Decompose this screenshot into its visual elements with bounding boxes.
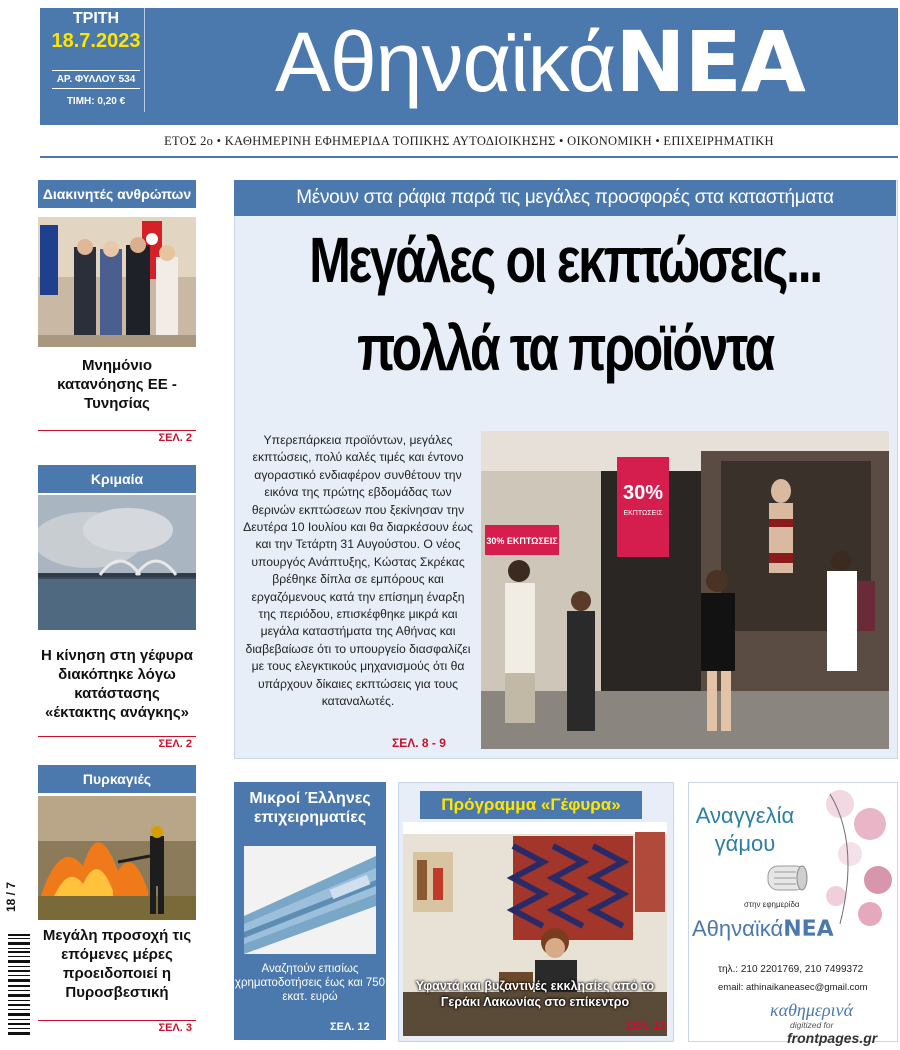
issue-date: 18.7.2023 <box>51 30 141 52</box>
issue-number: ΑΡ. ΦΥΛΛΟΥ 534 <box>52 70 140 89</box>
sidebar-section-header: Πυρκαγιές <box>38 765 196 793</box>
spine-date: 18 / 7 <box>4 881 18 912</box>
bridge-program-headline[interactable]: Πρόγραμμα «Γέφυρα» <box>420 791 642 819</box>
flowers-decoration <box>800 784 894 934</box>
headline-line-1: Μεγάλες οι εκπτώσεις... <box>309 224 821 296</box>
sidebar-section-header: Κριμαία <box>38 465 196 493</box>
sidebar-page-ref <box>38 736 196 753</box>
bridge-program-page-ref: ΣΕΛ. 13 <box>626 1020 666 1032</box>
ad-email[interactable]: email: athinaikaneasec@gmail.com <box>718 982 868 993</box>
main-story-kicker: Μένουν στα ράφια παρά τις μεγάλες προσφορές στα καταστήματα <box>234 180 896 216</box>
masthead-tagline: ΕΤΟΣ 2ο • ΚΑΘΗΜΕΡΙΝΗ ΕΦΗΜΕΡΙΔΑ ΤΟΠΙΚΗΣ ΑΥΤΟΔΙΟΙΚΗΣΗΣ • ΟΙΚΟΝΟΜΙΚΗ • ΕΠΙΧΕΙΡΗΜΑΤΙΚΗ <box>164 134 774 148</box>
ad-logo-bold: ΝΕΑ <box>783 917 834 942</box>
sidebar-headline[interactable]: Μνημόνιο κατανόησης ΕΕ - Τυνησίας <box>57 357 177 412</box>
sidebar-photo-bridge[interactable] <box>38 495 196 630</box>
ad-logo-light: Αθηναϊκά <box>692 916 784 941</box>
ad-phone: τηλ.: 210 2201769, 210 7499372 <box>718 964 864 975</box>
sidebar-page-ref <box>38 430 196 447</box>
business-headline[interactable]: Μικροί Έλληνες επιχειρηματίες <box>249 790 371 826</box>
ad-daily: καθημερινά <box>770 1000 854 1020</box>
sale-sign-small-text: 30% ΕΚΠΤΩΣΕΙΣ <box>486 536 558 546</box>
business-page-ref: ΣΕΛ. 12 <box>330 1021 370 1033</box>
main-story-page-ref: ΣΕΛ. 8 - 9 <box>392 736 446 750</box>
main-story-headline[interactable] <box>307 224 823 384</box>
page-number: ΣΕΛ. 3 <box>158 1022 192 1034</box>
sidebar-photo-fire[interactable] <box>38 796 196 920</box>
ad-title: Αναγγελία γάμου <box>695 803 795 856</box>
issue-day: ΤΡΙΤΗ <box>72 10 120 27</box>
page-number: ΣΕΛ. 2 <box>158 738 192 750</box>
ad-newspaper-logo <box>692 916 834 942</box>
issue-price: ΤΙΜΗ: 0,20 € <box>66 96 126 107</box>
masthead-divider <box>40 156 898 158</box>
headline-line-2: πολλά τα προϊόντα <box>357 312 773 384</box>
page-number: ΣΕΛ. 2 <box>158 432 192 444</box>
main-story-body: Υπερεπάρκεια προϊόντων, μεγάλες εκπτώσεις, πολύ καλές τιμές και έντονο αγοραστικό ενδιαφέρον συνθέτουν την εικόνα της πρώτης εβδομάδας των θερινών εκπτώσεων που ξεκίνησαν την Δευτέρα 10 Ιουλίου και θα διαρκέσουν έως και την Τετάρτη 31 Αυγούστου. Ο νέος υπουργός Ανάπτυξης, Κώστας Σκρέκας βρέθηκε δίπλα σε εμπόρους και εργαζόμενους κατά την επίσημη έναρξη της περιόδου, επισκέφθηκε μικρά και μεγάλα καταστήματα της Αθήνας και διαβεβαίωσε ότι το υπουργείο διασφαλίζει με τους ελεγκτικούς μηχανισμούς ότι θα υπάρχουν δίκαιες εκπτώσεις για τους καταναλωτές. <box>243 433 473 709</box>
barcode-icon <box>6 930 32 1040</box>
sidebar-headline[interactable]: Η κίνηση στη γέφυρα διακόπηκε λόγω κατάστασης «έκτακτης ανάγκης» <box>41 647 193 721</box>
sale-sign-big <box>617 457 669 557</box>
watermark-line-1: digitized for <box>790 1020 834 1030</box>
logo-text-bold: ΝΕΑ <box>615 13 805 111</box>
sidebar-section-header: Διακινητές ανθρώπων <box>38 180 196 208</box>
ad-subtitle: στην εφημερίδα <box>744 900 800 909</box>
newspaper-logo[interactable] <box>275 12 805 112</box>
sidebar-headline[interactable]: Μεγάλη προσοχή τις επόμενες μέρες προειδοποιεί η Πυροσβεστική <box>42 927 192 1001</box>
sale-sign-big-label: ΕΚΠΤΩΣΕΙΣ <box>623 510 663 517</box>
watermark-line-2: frontpages.gr <box>787 1030 878 1046</box>
sale-sign-big-percent: 30% <box>622 482 664 504</box>
logo-text-light: Αθηναϊκά <box>275 15 616 109</box>
issue-info-box <box>48 8 145 112</box>
main-story-photo[interactable] <box>481 431 889 749</box>
sidebar-page-ref <box>38 1020 196 1037</box>
business-summary: Αναζητούν επισίως χρηματοδοτήσεις έως και 750 εκατ. ευρώ <box>234 963 386 1003</box>
banknotes-photo <box>244 846 376 954</box>
sidebar-photo-leaders[interactable] <box>38 217 196 347</box>
newspaper-roll-icon <box>762 858 812 896</box>
bridge-program-caption: Υφαντά και βυζαντινές εκκλησίες από το Γεράκι Λακωνίας στο επίκεντρο <box>415 979 655 1009</box>
